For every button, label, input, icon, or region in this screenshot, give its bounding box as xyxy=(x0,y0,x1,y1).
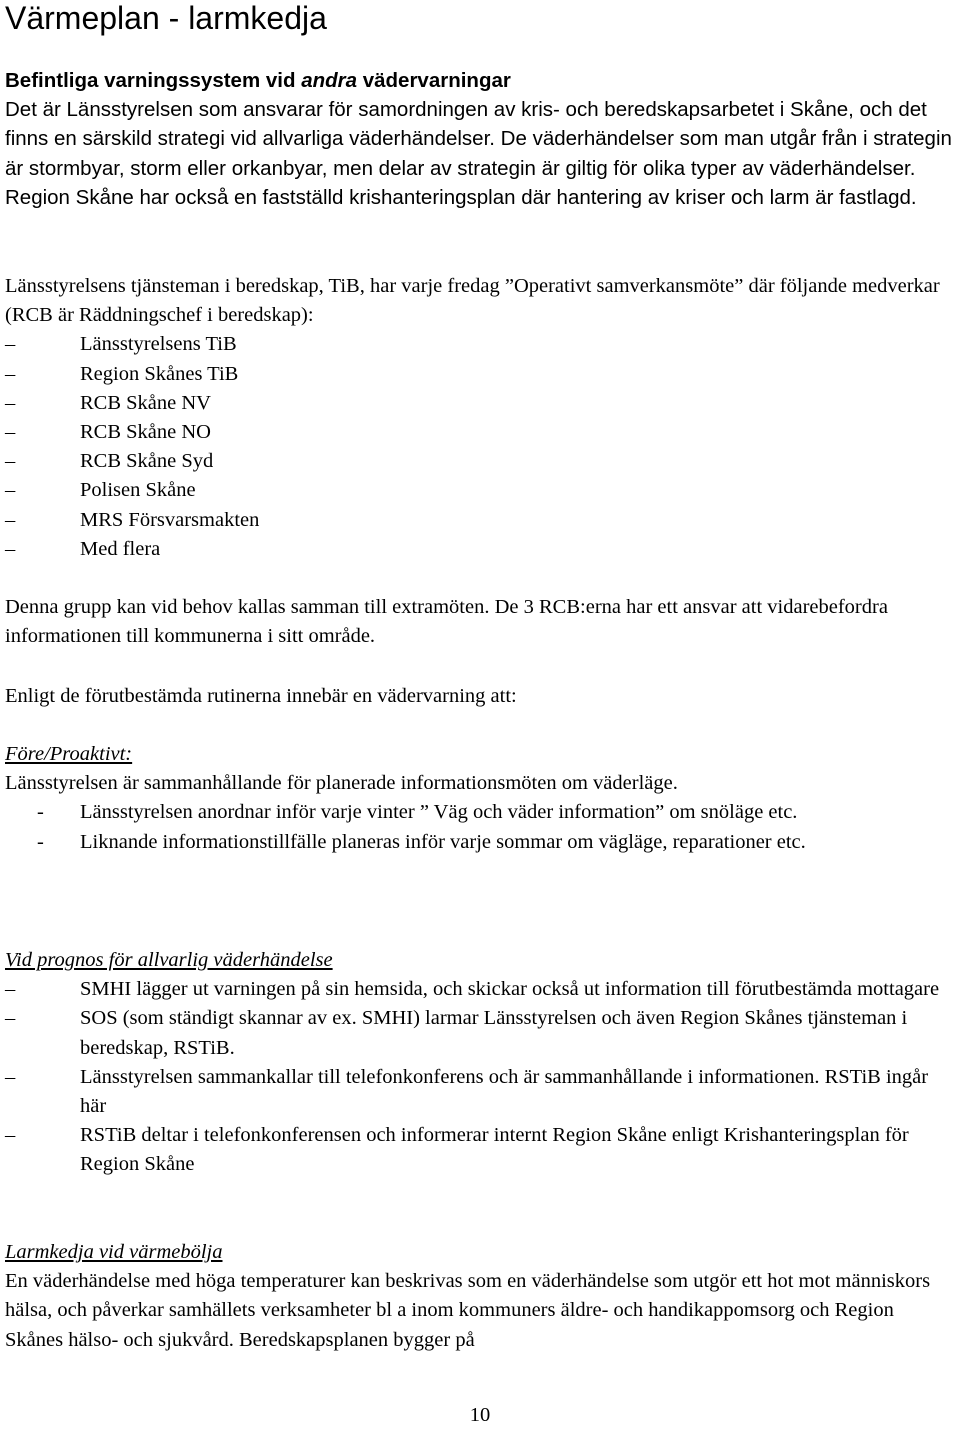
meeting-intro: Länsstyrelsens tjänsteman i beredskap, TiB, har varje fredag ”Operativt samverkansmöte” där följande medverkar (RCB är Räddningschef i beredskap): xyxy=(5,275,940,327)
heading-emphasis: andra xyxy=(301,69,358,92)
proactive-text: Länsstyrelsen är sammanhållande för planerade informationsmöten om väderläge. xyxy=(5,772,678,795)
list-item: – RCB Skåne NV xyxy=(5,391,211,414)
section-forecast xyxy=(5,946,957,1180)
section-heatwave xyxy=(5,1238,957,1355)
routines-intro: Enligt de förutbestämda rutinerna innebär en vädervarning att: xyxy=(5,685,517,707)
list-item: - Liknande informationstillfälle planeras inför varje sommar om vägläge, reparationer etc. xyxy=(37,830,806,853)
section-routines xyxy=(5,682,957,711)
list-item: – Region Skånes TiB xyxy=(5,362,239,385)
forecast-list xyxy=(5,975,957,1179)
section-operative-meeting xyxy=(5,272,957,651)
list-item: – RCB Skåne NO xyxy=(5,421,211,444)
list-item: – SOS (som ständigt skannar av ex. SMHI) larmar Länsstyrelsen och även Region Skånes tjänsteman i beredskap, RSTiB. xyxy=(5,1007,908,1059)
proactive-list xyxy=(5,798,957,856)
list-item: – Polisen Skåne xyxy=(5,479,196,502)
participant-list xyxy=(5,330,957,564)
section-paragraph: Det är Länsstyrelsen som ansvarar för samordningen av kris- och beredskapsarbetet i Skåne, och det finns en särskild strategi vid allvarliga väderhändelser. De väderhändelser som man utgår från i strategin är stormbyar, storm eller orkanbyar, men delar av strategin är giltig för olika typer av väderhändelser. Region Skåne har också en fastställd krishanteringsplan där hantering av kriser och larm är fastlagd. xyxy=(5,98,952,209)
forecast-heading: Vid prognos för allvarlig väderhändelse xyxy=(5,949,333,971)
section-proactive xyxy=(5,740,957,857)
page-number: 10 xyxy=(469,1404,491,1426)
heatwave-paragraph: En väderhändelse med höga temperaturer kan beskrivas som en väderhändelse som utgör ett hot mot människors hälsa, och påverkar samhällets verksamheter bl a inom kommuners äldre- och handikappomsorg och Region Skånes hälso- och sjukvård. Beredskapsplanen bygger på xyxy=(5,1270,931,1351)
proactive-heading: Före/Proaktivt: xyxy=(5,743,133,765)
list-item: – RSTiB deltar i telefonkonferensen och informerar internt Region Skåne enligt Krishanteringsplan för Region Skåne xyxy=(5,1124,909,1176)
page-title: Värmeplan - larmkedja xyxy=(5,0,327,36)
heatwave-heading: Larmkedja vid värmebölja xyxy=(5,1241,223,1263)
list-item: – Med flera xyxy=(5,537,161,560)
meeting-outro: Denna grupp kan vid behov kallas samman till extramöten. De 3 RCB:erna har ett ansvar att vidarebefordra informationen till kommunerna i sitt område. xyxy=(5,596,888,648)
list-item: – SMHI lägger ut varningen på sin hemsida, och skickar också ut information till förutbestämda mottagare xyxy=(5,978,940,1001)
section-existing-warning-systems xyxy=(5,66,957,212)
list-item: – MRS Försvarsmakten xyxy=(5,508,260,531)
list-item: – RCB Skåne Syd xyxy=(5,450,214,473)
section-heading: Befintliga varningssystem vid andra vädervarningar xyxy=(5,69,511,92)
list-item: – Länsstyrelsen sammankallar till telefonkonferens och är sammanhållande i informationen. RSTiB ingår här xyxy=(5,1065,929,1118)
list-item: - Länsstyrelsen anordnar inför varje vinter ” Väg och väder information” om snöläge etc. xyxy=(37,801,798,824)
list-item: – Länsstyrelsens TiB xyxy=(5,333,237,356)
